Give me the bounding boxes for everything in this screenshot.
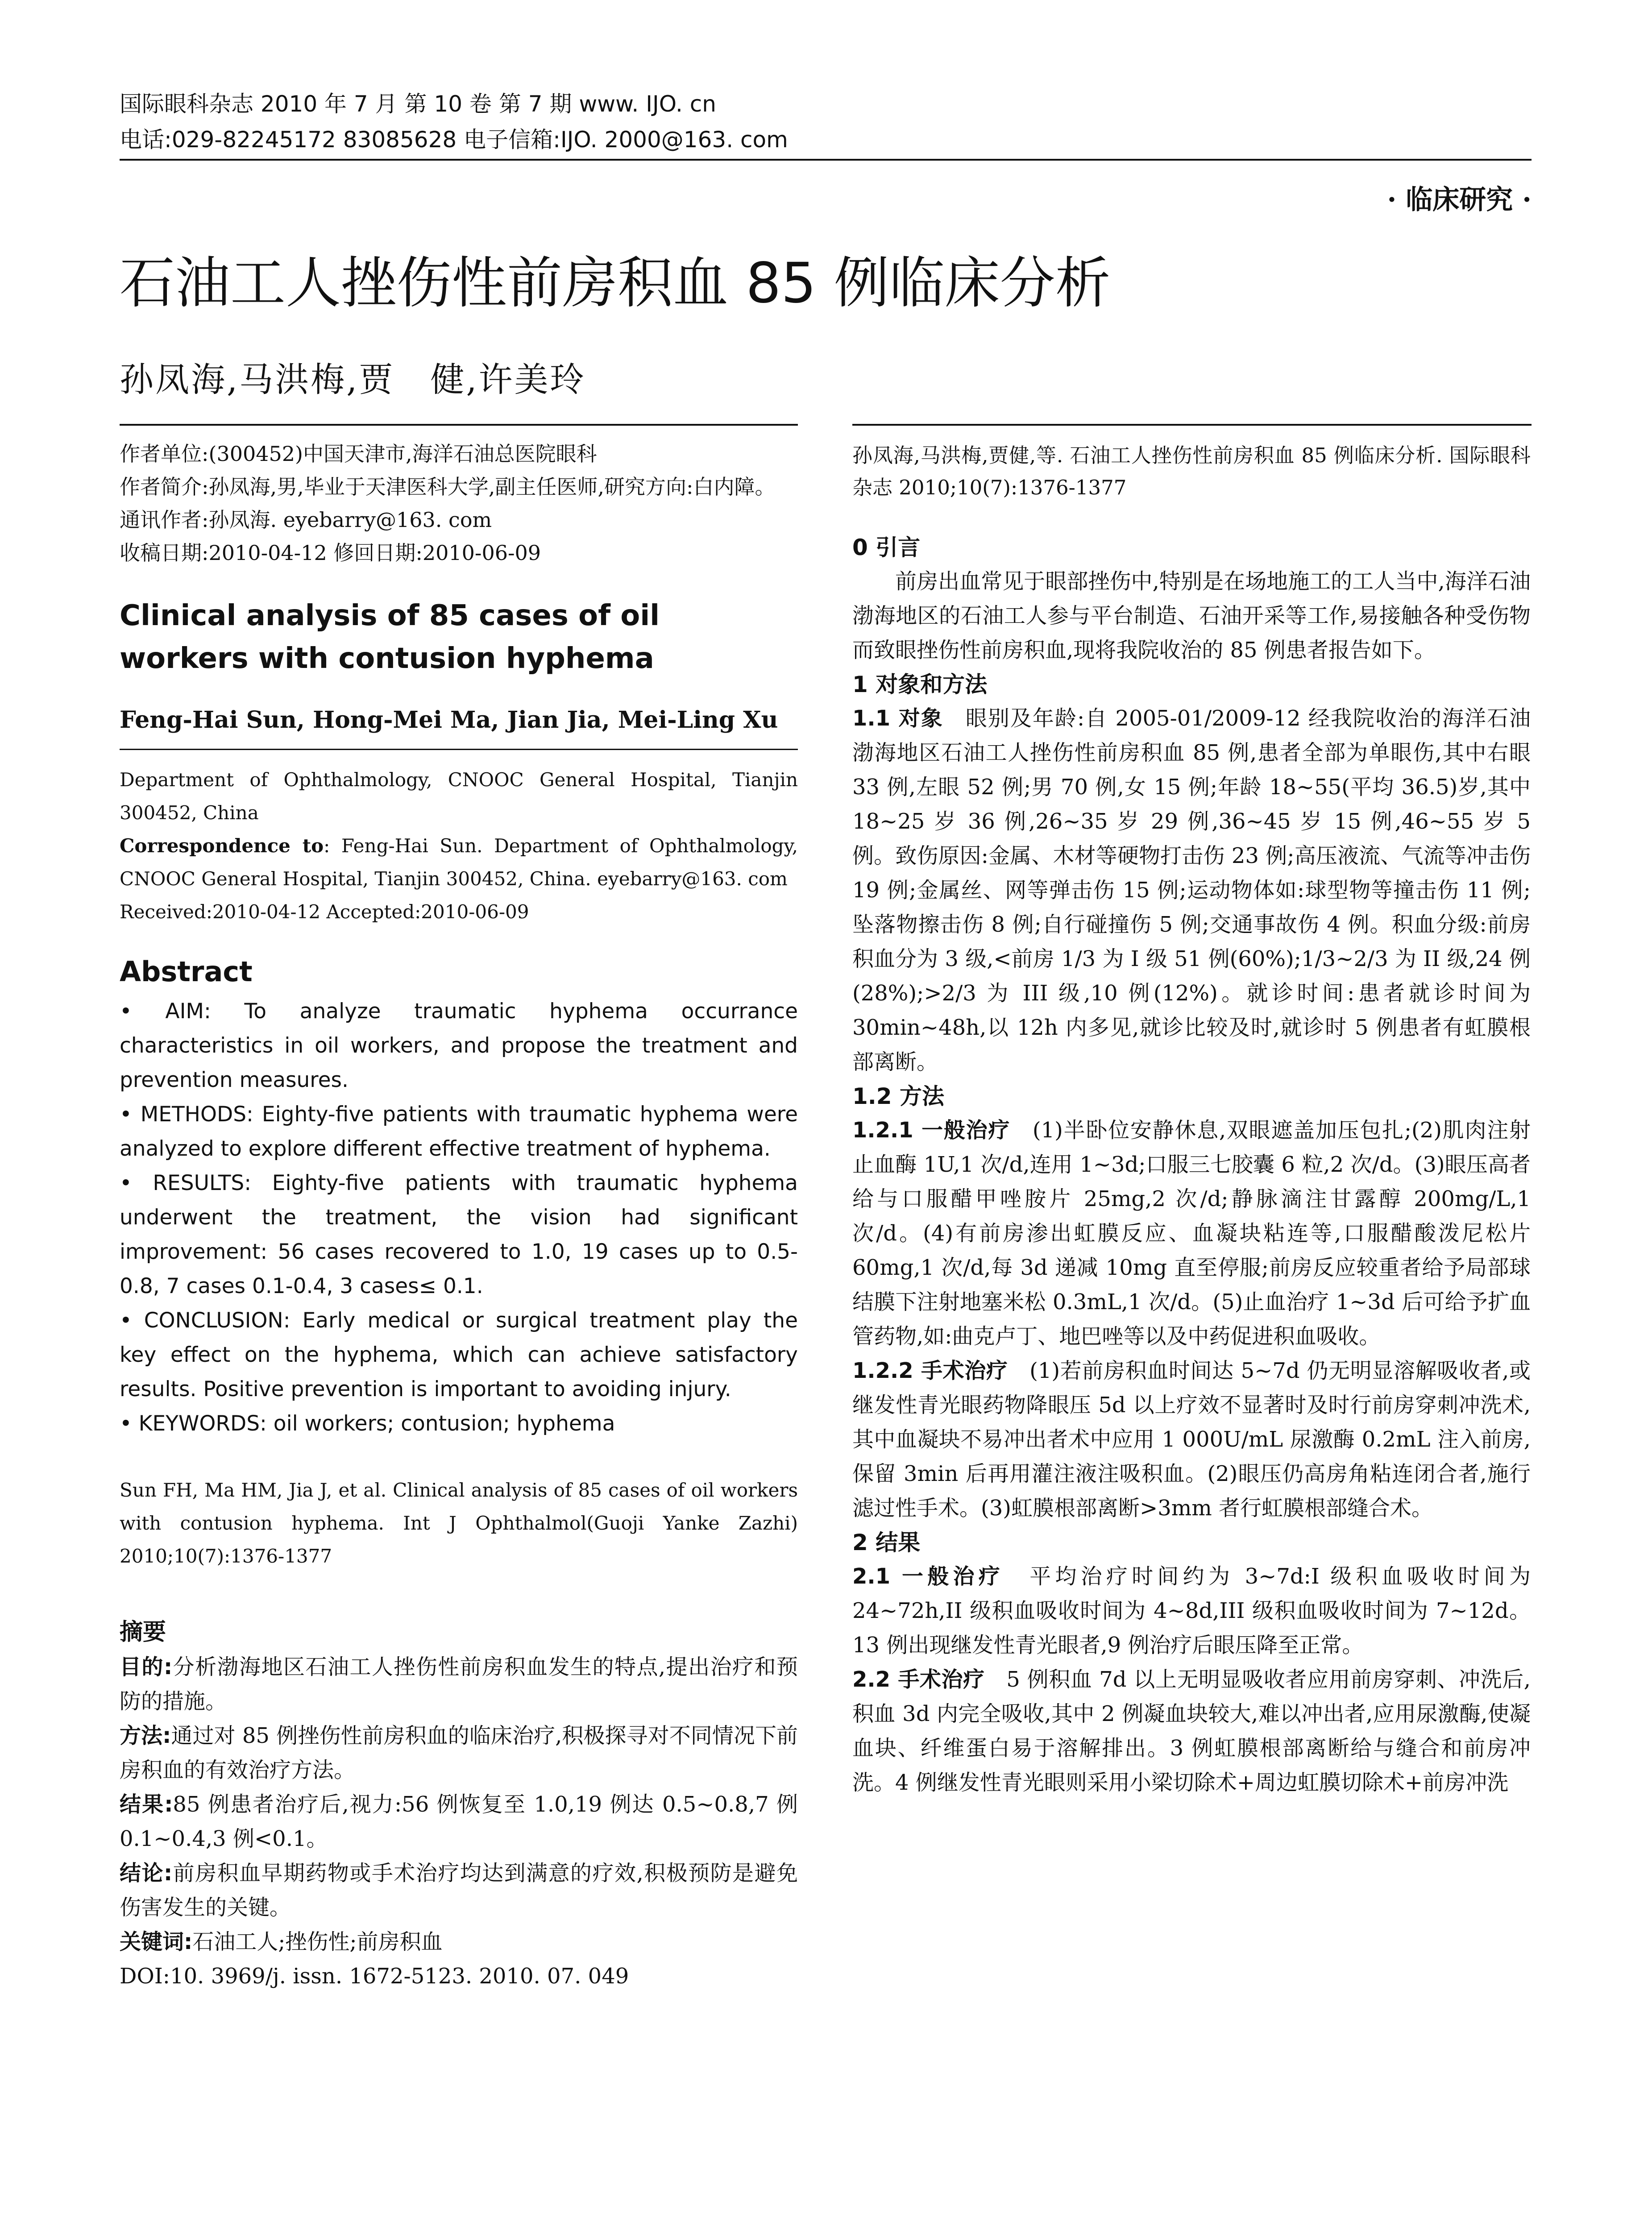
section-1-1 [852, 701, 1531, 1079]
chinese-citation: 孙凤海,马洪梅,贾健,等. 石油工人挫伤性前房积血 85 例临床分析. 国际眼科杂志 2010;10(7):1376-1377 [852, 444, 1531, 499]
left-column [120, 437, 798, 1994]
chinese-conclusion-text: 前房积血早期药物或手术治疗均达到满意的疗效,积极预防是避免伤害发生的关键。 [120, 1861, 798, 1920]
section-1-2-1-label: 1.2.1 一般治疗 [852, 1118, 1011, 1143]
header-rule [120, 159, 1532, 161]
section-0-heading: 0 引言 [852, 535, 921, 560]
section-2-1-label: 2.1 一般治疗 [852, 1564, 1004, 1589]
chinese-keywords-text: 石油工人;挫伤性;前房积血 [192, 1929, 443, 1954]
english-received: Received:2010-04-12 Accepted:2010-06-09 [120, 901, 529, 923]
abstract-keywords: • KEYWORDS: oil workers; contusion; hyphema [120, 1411, 615, 1436]
section-1-1-label: 1.1 对象 [852, 706, 943, 731]
journal-header-line2: 电话:029-82245172 83085628 电子信箱:IJO. 2000@163. com [120, 127, 788, 153]
chinese-results-text: 85 例患者治疗后,视力:56 例恢复至 1.0,19 例达 0.5~0.8,7 例 0.1~0.4,3 例<0.1。 [120, 1792, 798, 1851]
section-1-2-1 [852, 1113, 1531, 1354]
abstract-aim: • AIM: To analyze traumatic hyphema occurrance characteristics in oil workers, and propose the treatment and prevention measures. [120, 999, 798, 1092]
english-authors-rule [120, 749, 798, 750]
chinese-results-label: 结果: [120, 1792, 173, 1817]
article-category: · 临床研究 · [1387, 184, 1532, 216]
chinese-conclusion-label: 结论: [120, 1861, 173, 1886]
section-2-2-label: 2.2 手术治疗 [852, 1667, 985, 1692]
correspondence-text: : Feng-Hai Sun. Department of Ophthalmology, CNOOC General Hospital, Tianjin 300452, China. eyebarry@163. com [120, 835, 798, 890]
author-bio: 作者简介:孙凤海,男,毕业于天津医科大学,副主任医师,研究方向:白内障。 [120, 475, 776, 499]
section-1-heading: 1 对象和方法 [852, 672, 988, 697]
abstract-results: • RESULTS: Eighty-five patients with traumatic hyphema underwent the treatment, the vision had significant improvement: 56 cases recovered to 1.0, 19 cases up to 0.5-0.8, 7 cases 0.1-0.4, 3 cases≤ 0.1. [120, 1171, 798, 1298]
article-authors: 孙凤海,马洪梅,贾 健,许美玲 [120, 360, 586, 399]
chinese-aim [120, 1650, 798, 1719]
chinese-methods [120, 1719, 798, 1787]
left-column-rule [120, 424, 798, 426]
chinese-aim-text: 分析渤海地区石油工人挫伤性前房积血发生的特点,提出治疗和预防的措施。 [120, 1655, 798, 1714]
section-2-2 [852, 1663, 1531, 1800]
chinese-aim-label: 目的: [120, 1655, 173, 1679]
abstract-conclusion: • CONCLUSION: Early medical or surgical treatment play the key effect on the hyphema, which can achieve satisfactory results. Positive prevention is important to avoiding injury. [120, 1308, 798, 1402]
section-2-1 [852, 1559, 1531, 1663]
chinese-keywords [120, 1925, 798, 1959]
chinese-abstract-heading: 摘要 [120, 1619, 166, 1646]
affiliation: 作者单位:(300452)中国天津市,海洋石油总医院眼科 [120, 442, 597, 466]
article-title: 石油工人挫伤性前房积血 85 例临床分析 [120, 251, 1111, 315]
english-citation: Sun FH, Ma HM, Jia J, et al. Clinical analysis of 85 cases of oil workers with contusion hyphema. Int J Ophthalmol(Guoji Yanke Zazhi) 2010;10(7):1376-1377 [120, 1479, 798, 1567]
english-department: Department of Ophthalmology, CNOOC General Hospital, Tianjin 300452, China [120, 769, 798, 824]
section-2-heading: 2 结果 [852, 1530, 921, 1555]
section-1-2-2-text: (1)若前房积血时间达 5~7d 仍无明显溶解吸收者,或继发性青光眼药物降眼压 5d 以上疗效不显著时及时行前房穿刺冲洗术,其中血凝块不易冲出者术中应用 1 000U/mL 尿激酶 0.2mL 注入前房,保留 3min 后再用灌注液注吸积血。(2)眼压仍高房角粘连闭合者,施行滤过性手术。(3)虹膜根部离断>3mm 者行虹膜根部缝合术。 [852, 1358, 1531, 1521]
corresponding-author: 通讯作者:孙凤海. eyebarry@163. com [120, 508, 492, 532]
english-authors: Feng-Hai Sun, Hong-Mei Ma, Jian Jia, Mei-Ling Xu [120, 706, 778, 734]
chinese-methods-label: 方法: [120, 1723, 171, 1748]
section-1-2-2-label: 1.2.2 手术治疗 [852, 1358, 1008, 1383]
journal-header-line1: 国际眼科杂志 2010 年 7 月 第 10 卷 第 7 期 www. IJO. cn [120, 91, 716, 117]
abstract-methods: • METHODS: Eighty-five patients with traumatic hyphema were analyzed to explore different effective treatment of hyphema. [120, 1102, 798, 1161]
section-1-2-1-text: (1)半卧位安静休息,双眼遮盖加压包扎;(2)肌肉注射止血酶 1U,1 次/d,连用 1~3d;口服三七胶囊 6 粒,2 次/d。(3)眼压高者给与口服醋甲唑胺片 25mg,2 次/d;静脉滴注甘露醇 200mg/L,1 次/d。(4)有前房渗出虹膜反应、血凝块粘连等,口服醋酸泼尼松片 60mg,1 次/d,每 3d 递减 10mg 直至停服;前房反应较重者给予局部球结膜下注射地塞米松 0.3mL,1 次/d。(5)止血治疗 1~3d 后可给予扩血管药物,如:曲克卢丁、地巴唑等以及中药促进积血吸收。 [852, 1118, 1531, 1349]
chinese-methods-text: 通过对 85 例挫伤性前房积血的临床治疗,积极探寻对不同情况下前房积血的有效治疗方法。 [120, 1723, 798, 1783]
section-1-1-text: 眼别及年龄:自 2005-01/2009-12 经我院收治的海洋石油渤海地区石油工人挫伤性前房积血 85 例,患者全部为单眼伤,其中右眼 33 例,左眼 52 例;男 70 例,女 15 例;年龄 18~55(平均 36.5)岁,其中 18~25 岁 36 例,26~35 岁 29 例,36~45 岁 15 例,46~55 岁 5 例。致伤原因:金属、木材等硬物打击伤 23 例;高压液流、气流等冲击伤 19 例;金属丝、网等弹击伤 15 例;运动物体如:球型物等撞击伤 11 例;坠落物擦击伤 8 例;自行碰撞伤 5 例;交通事故伤 4 例。积血分级:前房积血分为 3 级,<前房 1/3 为 I 级 51 例(60%);1/3~2/3 为 II 级,24 例(28%);>2/3 为 III 级,10 例(12%)。就诊时间:患者就诊时间为 30min~48h,以 12h 内多见,就诊比较及时,就诊时 5 例患者有虹膜根部离断。 [852, 706, 1531, 1074]
abstract-heading: Abstract [120, 955, 253, 988]
correspondence-label: Correspondence to [120, 835, 324, 857]
section-0-paragraph: 前房出血常见于眼部挫伤中,特别是在场地施工的工人当中,海洋石油渤海地区的石油工人参与平台制造、石油开采等工作,易接触各种受伤物而致眼挫伤性前房积血,现将我院收治的 85 例患者报告如下。 [852, 569, 1531, 663]
section-2-2-text: 5 例积血 7d 以上无明显吸收者应用前房穿刺、冲洗后,积血 3d 内完全吸收,其中 2 例凝血块较大,难以冲出者,应用尿激酶,使凝血块、纤维蛋白易于溶解排出。3 例虹膜根部离断给与缝合和前房冲洗。4 例继发性青光眼则采用小梁切除术+周边虹膜切除术+前房冲洗 [852, 1667, 1531, 1795]
received-dates: 收稿日期:2010-04-12 修回日期:2010-06-09 [120, 541, 541, 565]
section-1-2-heading: 1.2 方法 [852, 1083, 944, 1109]
right-column [852, 440, 1531, 1800]
right-column-rule [852, 424, 1532, 426]
chinese-results [120, 1787, 798, 1856]
section-1-2-2 [852, 1354, 1531, 1526]
doi: DOI:10. 3969/j. issn. 1672-5123. 2010. 07. 049 [120, 1964, 629, 1989]
english-correspondence [120, 829, 798, 896]
section-2-1-text: 平均治疗时间约为 3~7d:I 级积血吸收时间为 24~72h,II 级积血吸收时间为 4~8d,III 级积血吸收时间为 7~12d。13 例出现继发性青光眼者,9 例治疗后眼压降至正常。 [852, 1564, 1531, 1658]
chinese-keywords-label: 关键词: [120, 1929, 193, 1954]
english-title: Clinical analysis of 85 cases of oil workers with contusion hyphema [120, 599, 660, 675]
chinese-conclusion [120, 1856, 798, 1925]
